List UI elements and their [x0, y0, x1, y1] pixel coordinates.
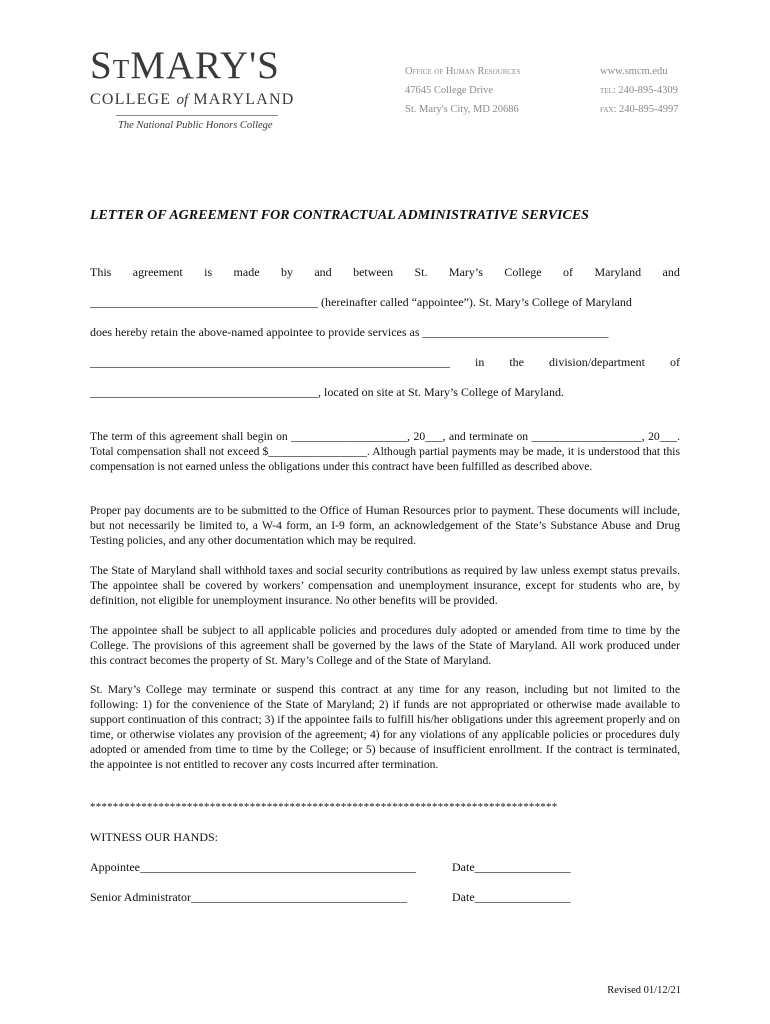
intro-word: between: [353, 265, 394, 279]
intro-word: This: [90, 265, 112, 279]
logo-letter-t: T: [112, 54, 131, 84]
intro-word: and: [662, 265, 680, 279]
office-phone: tel: 240-895-4309: [600, 85, 678, 96]
separator-stars: **********************************************************************************: [90, 801, 558, 813]
office-name: Office of Human Resources: [405, 66, 521, 77]
appointee-signature-line: Appointee______________________________________________: [90, 860, 416, 874]
logo-word-college: COLLEGE: [90, 91, 172, 108]
intro-line-1: [90, 265, 680, 280]
senior-admin-date-line: Date________________: [452, 890, 571, 904]
office-address: [405, 62, 520, 119]
revision-date: Revised 01/12/21: [607, 985, 681, 996]
logo-word-maryland: MARYLAND: [193, 91, 295, 108]
term-paragraph: The term of this agreement shall begin on ____________________, 20___, and terminate on ___________________, 20___. Total compensation shall not exceed $_________________. Although partial payments may be made, it is understood that this compensation is not earned unless the obligations under this contract have been fulfilled as described above.: [90, 430, 680, 473]
office-fax: fax: 240-895-4997: [600, 104, 679, 115]
logo-word-of: of: [176, 92, 189, 108]
intro-line-2: ______________________________________ (hereinafter called “appointee”). St. Mary’s College of Maryland: [90, 295, 632, 309]
intro-word: St.: [414, 265, 428, 279]
taxes-paragraph: The State of Maryland shall withhold taxes and social security contributions as required by law unless exempt status prevails. The appointee shall be covered by workers’ compensation and unemployment insurance, except for students who are, by definition, not eligible for unemployment insurance. No other benefits will be provided.: [90, 564, 680, 607]
intro-word: Mary’s: [448, 265, 483, 279]
logo-divider: [116, 115, 278, 116]
intro-word: made: [233, 265, 260, 279]
intro-word: agreement: [132, 265, 183, 279]
office-city: St. Mary's City, MD 20686: [405, 104, 519, 115]
intro-word: the: [509, 355, 525, 369]
intro-word: of: [563, 265, 574, 279]
intro-line-5: ______________________________________, located on site at St. Mary’s College of Maryland.: [90, 385, 564, 399]
senior-admin-signature-line: Senior Administrator____________________________________: [90, 890, 407, 904]
logo-tagline: The National Public Honors College: [118, 120, 273, 131]
intro-word: College: [504, 265, 542, 279]
witness-heading: WITNESS OUR HANDS:: [90, 830, 219, 844]
college-logo: [90, 44, 295, 131]
logo-wordmark-top: [90, 46, 286, 89]
intro-word: Maryland: [594, 265, 642, 279]
intro-word: division/department: [549, 355, 645, 369]
policies-paragraph: The appointee shall be subject to all applicable policies and procedures duly adopted or amended from time to time by the College. The provisions of this agreement shall be governed by the laws of the State of Maryland. All work produced under this contract becomes the property of St. Mary’s College and of the State of Maryland.: [90, 624, 680, 667]
pay-documents-paragraph: Proper pay documents are to be submitted to the Office of Human Resources prior to payment. These documents will include, but not necessarily be limited to, a W-4 form, an I-9 form, an acknowledgement of the State’s Substance Abuse and Drug Testing policies, and any other documentation which may be required.: [90, 504, 680, 547]
appointee-date-line: Date________________: [452, 860, 571, 874]
logo-letter-s: S: [90, 44, 113, 87]
intro-line-4: [90, 355, 680, 370]
intro-word: in: [475, 355, 485, 369]
intro-word: and: [314, 265, 332, 279]
office-contact: [600, 62, 679, 119]
intro-line-3: does hereby retain the above-named appointee to provide services as _______________________________: [90, 325, 609, 339]
intro-word: of: [670, 355, 680, 369]
document-title: LETTER OF AGREEMENT FOR CONTRACTUAL ADMINISTRATIVE SERVICES: [90, 208, 589, 223]
office-website: www.smcm.edu: [600, 66, 668, 77]
services-blank: ____________________________________________________________: [90, 355, 450, 369]
termination-paragraph: St. Mary’s College may terminate or suspend this contract at any time for any reason, including but not limited to the following: 1) for the convenience of the State of Maryland; 2) if funds are not appropriated or otherwise made available to support continuation of this contract; 3) if the appointee fails to fulfill his/her obligations under this agreement properly and on time, or otherwise violates any provision of the agreement; 4) for any violations of any applicable policies or procedures duly adopted or amended from time to time by the College; or 5) because of insufficient enrollment. If the contract is terminated, the appointee is not entitled to recover any costs incurred after termination.: [90, 683, 680, 771]
logo-word-marys: MARY'S: [130, 44, 280, 87]
intro-word: is: [204, 265, 213, 279]
intro-word: by: [280, 265, 293, 279]
logo-wordmark-bottom: [90, 91, 295, 109]
office-street: 47645 College Drive: [405, 85, 494, 96]
